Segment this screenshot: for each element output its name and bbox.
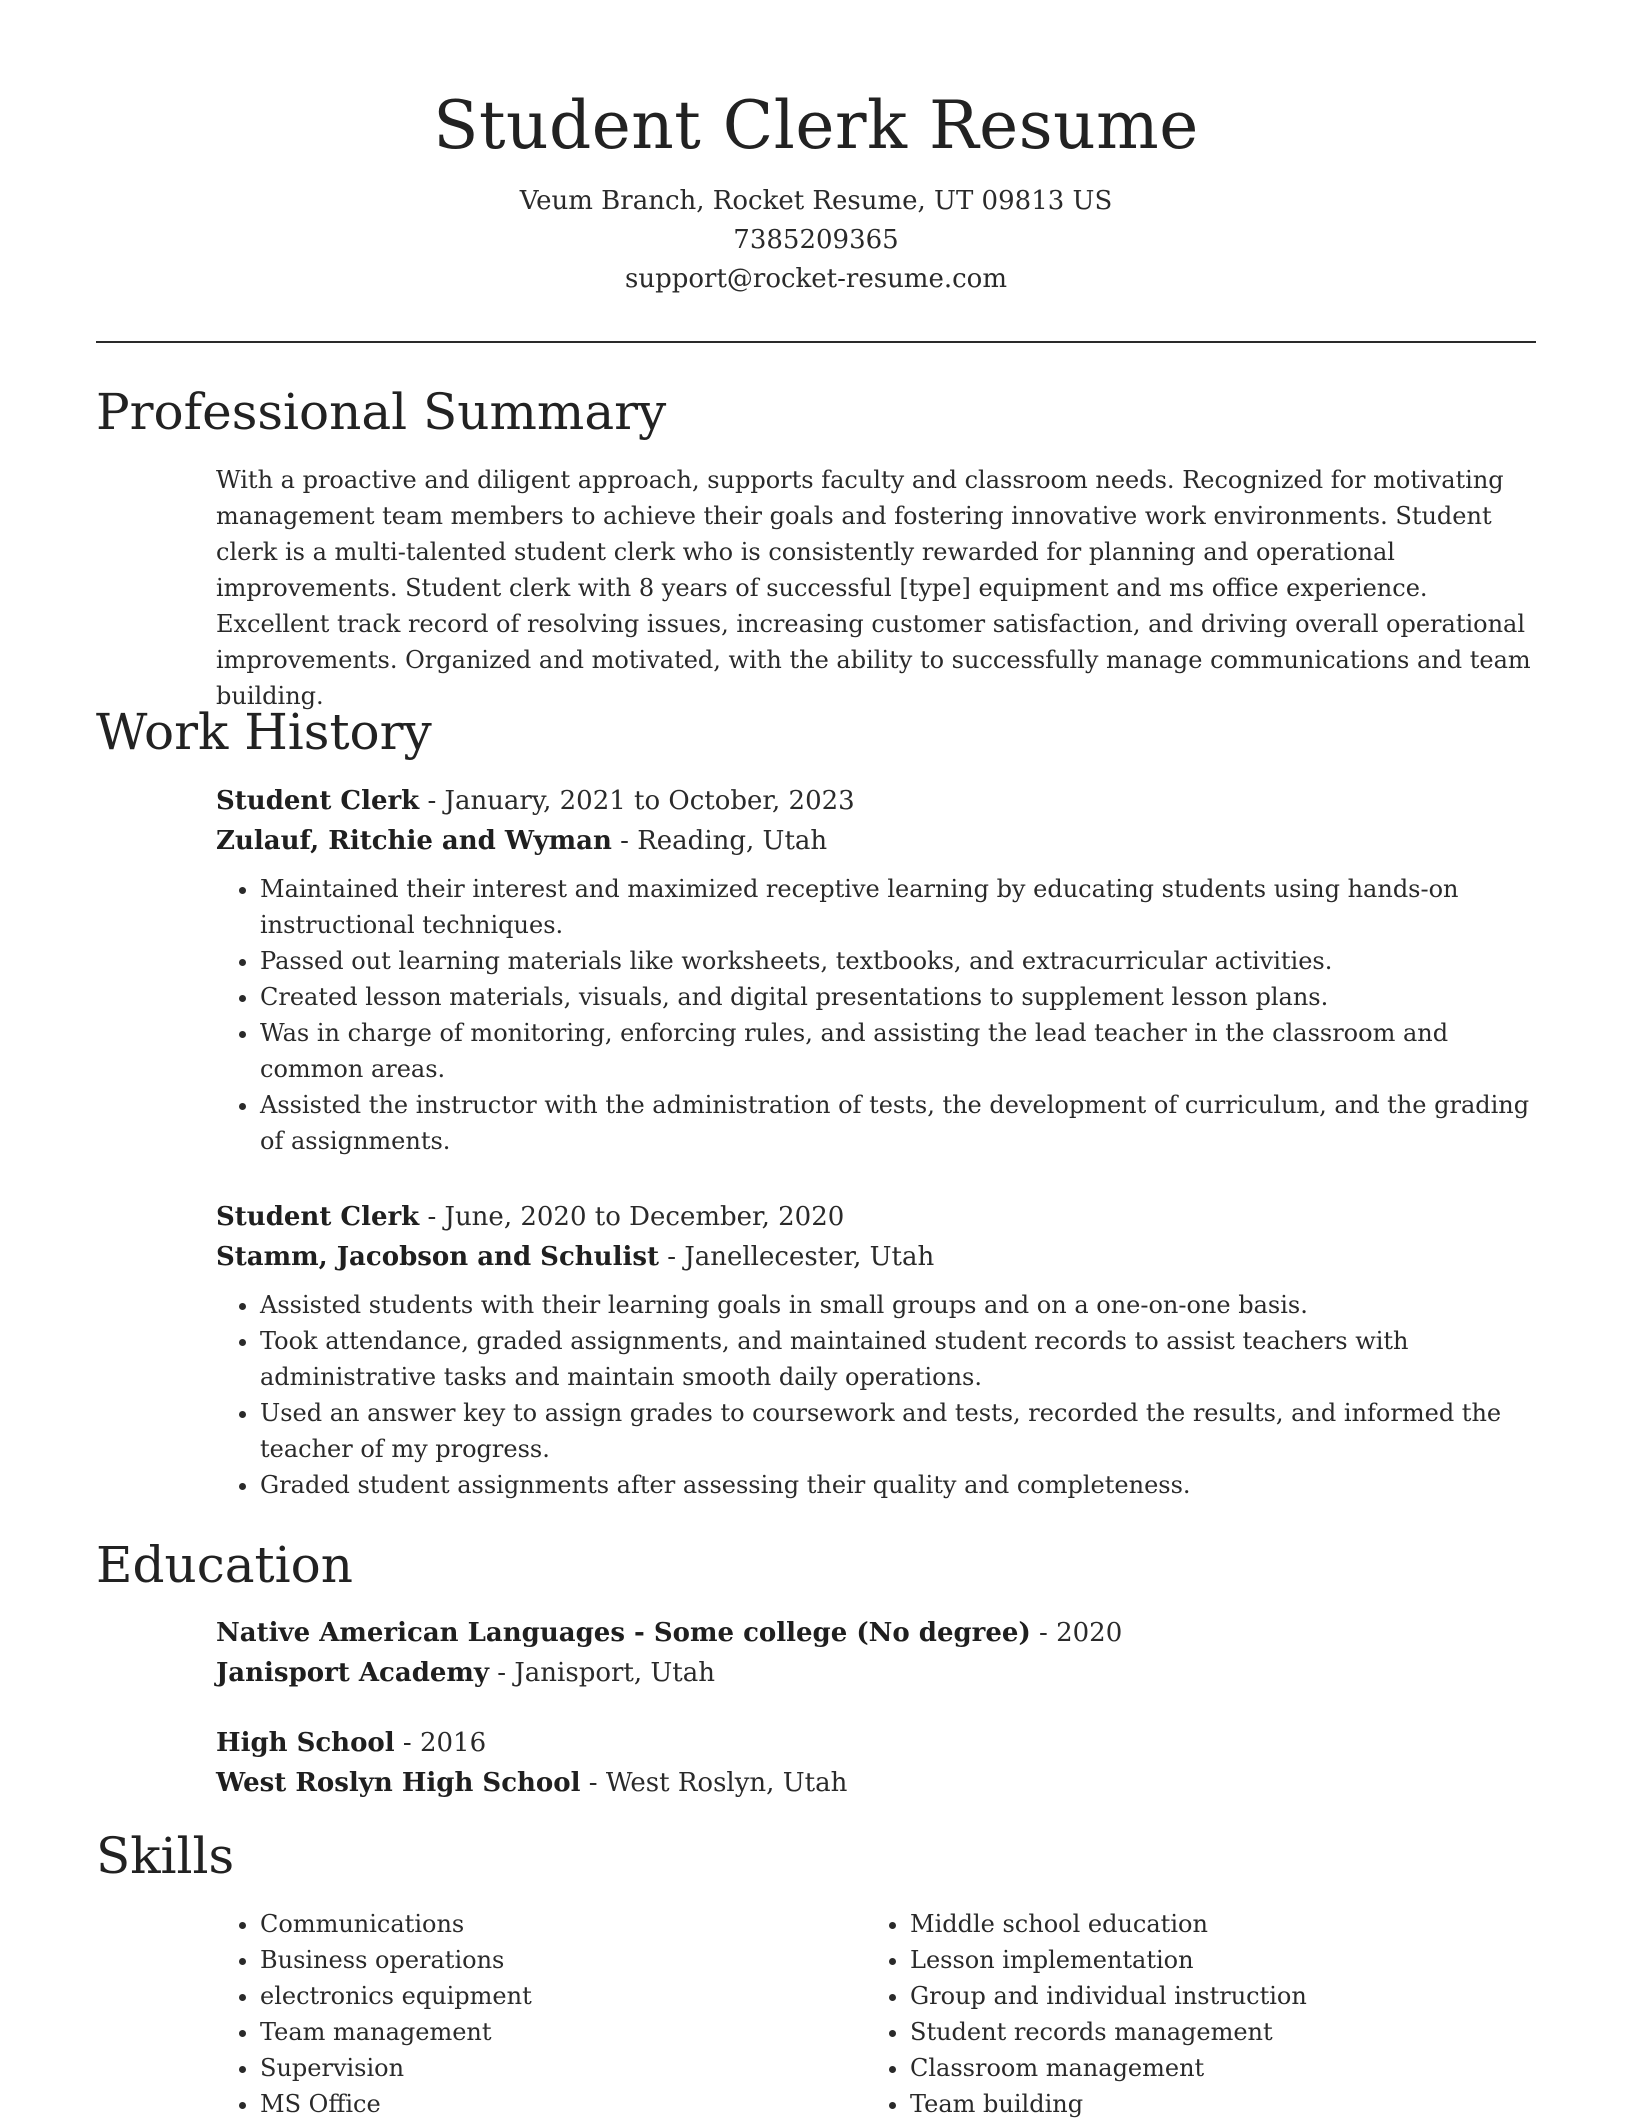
skills-column-right [866, 1906, 1536, 2122]
list-item: • Student records management [910, 2014, 1536, 2050]
list-item: • Supervision [260, 2050, 856, 2086]
list-item: • Assisted students with their learning goals in small groups and on a one-on-one basis. [260, 1287, 1536, 1323]
education-school: West Roslyn High School [216, 1768, 581, 1798]
list-item: • Graded student assignments after assessing their quality and completeness. [260, 1467, 1536, 1503]
education-year: - 2020 [1030, 1618, 1123, 1648]
list-item: • Used an answer key to assign grades to coursework and tests, recorded the results, and informed the teacher of my progress. [260, 1395, 1536, 1467]
contact-phone: 7385209365 [733, 225, 899, 255]
education-entry [216, 1723, 1536, 1803]
list-item: • MS Office [260, 2086, 856, 2122]
education-degree: Native American Languages - Some college (No degree) [216, 1618, 1031, 1648]
header-divider [96, 341, 1536, 343]
education-school-line [216, 1763, 1536, 1803]
job-location: - Reading, Utah [611, 826, 828, 856]
list-item: • Middle school education [910, 1906, 1536, 1942]
education-entry [216, 1613, 1536, 1693]
contact-address: Veum Branch, Rocket Resume, UT 09813 US [519, 186, 1113, 216]
list-item: • Business operations [260, 1942, 856, 1978]
skills-column-left [216, 1906, 856, 2122]
education-degree: High School [216, 1728, 395, 1758]
list-item: • Lesson implementation [910, 1942, 1536, 1978]
job-location: - Janellecester, Utah [659, 1242, 935, 1272]
list-item: • Group and individual instruction [910, 1978, 1536, 2014]
job-company-line [216, 821, 1536, 861]
education-location: - West Roslyn, Utah [580, 1768, 848, 1798]
resume-header [96, 84, 1536, 299]
list-item: • Communications [260, 1906, 856, 1942]
job-bullets [216, 1287, 1536, 1503]
job-dates: - January, 2021 to October, 2023 [419, 786, 855, 816]
section-title-work-history: Work History [96, 703, 432, 761]
skills-list [216, 1906, 856, 2122]
list-item: • Maintained their interest and maximized receptive learning by educating students using hands-on instructional techniques. [260, 871, 1536, 943]
job-role: Student Clerk [216, 1202, 420, 1232]
job-bullets [216, 871, 1536, 1159]
list-item: • Classroom management [910, 2050, 1536, 2086]
job-entry [216, 1197, 1536, 1503]
education-degree-line [216, 1613, 1536, 1653]
list-item: • Team building [910, 2086, 1536, 2122]
education-year: - 2016 [394, 1728, 487, 1758]
list-item: • Passed out learning materials like worksheets, textbooks, and extracurricular activities. [260, 943, 1536, 979]
job-dates: - June, 2020 to December, 2020 [419, 1202, 845, 1232]
contact-email: support@rocket-resume.com [624, 264, 1007, 294]
list-item: • Was in charge of monitoring, enforcing rules, and assisting the lead teacher in the classroom and common areas. [260, 1015, 1536, 1087]
job-role: Student Clerk [216, 786, 420, 816]
job-entry [216, 781, 1536, 1159]
job-company: Stamm, Jacobson and Schulist [216, 1242, 659, 1272]
job-company-line [216, 1237, 1536, 1277]
skills-list [866, 1906, 1536, 2122]
resume-title: Student Clerk Resume [433, 87, 1199, 164]
section-title-education: Education [96, 1536, 353, 1594]
summary-text: With a proactive and diligent approach, supports faculty and classroom needs. Recognized for motivating management team members to achieve their goals and fostering innovative work environments. Student clerk is a multi-talented student clerk who is consistently rewarded for planning and operational improvements. Student clerk with 8 years of successful [type] equipment and ms office experience. Excellent track record of resolving issues, increasing customer satisfaction, and driving overall operational improvements. Organized and motivated, with the ability to successfully manage communications and team building. [216, 466, 1531, 710]
list-item: • Created lesson materials, visuals, and digital presentations to supplement lesson plans. [260, 979, 1536, 1015]
education-degree-line [216, 1723, 1536, 1763]
list-item: • electronics equipment [260, 1978, 856, 2014]
job-company: Zulauf, Ritchie and Wyman [216, 826, 612, 856]
job-title-line [216, 781, 1536, 821]
section-title-skills: Skills [96, 1827, 235, 1885]
list-item: • Took attendance, graded assignments, and maintained student records to assist teachers with administrative tasks and maintain smooth daily operations. [260, 1323, 1536, 1395]
education-school: Janisport Academy [216, 1658, 490, 1688]
section-title-summary: Professional Summary [96, 383, 667, 441]
list-item: • Assisted the instructor with the administration of tests, the development of curriculum, and the grading of assignments. [260, 1087, 1536, 1159]
list-item: • Team management [260, 2014, 856, 2050]
education-location: - Janisport, Utah [489, 1658, 715, 1688]
job-title-line [216, 1197, 1536, 1237]
education-school-line [216, 1653, 1536, 1693]
